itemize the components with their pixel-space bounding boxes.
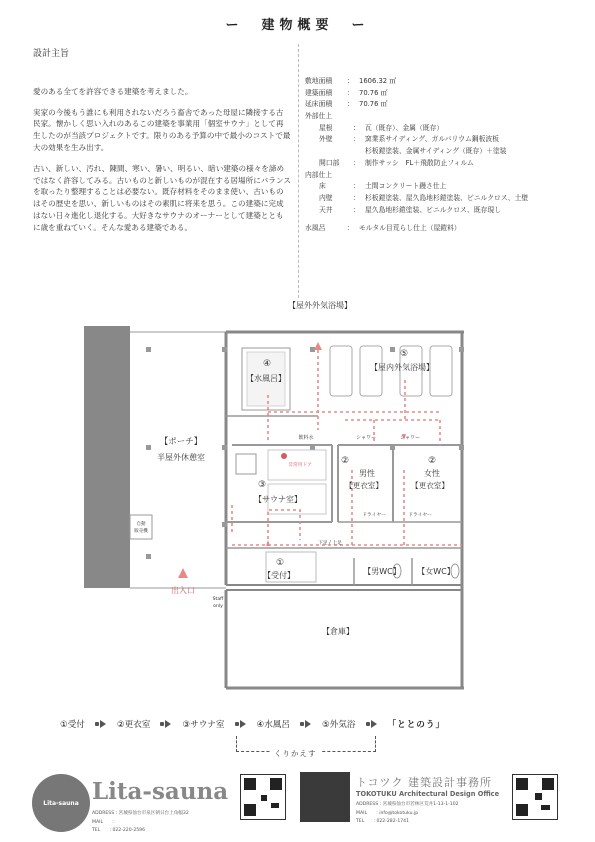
concept-paragraph: 愛のある全てを許容できる建築を考えました。 [33,86,193,96]
mens-sub-label: 【更衣室】 [345,481,383,490]
spec-row: 開口部 ： 制作サッシ FL＋飛散防止フィルム [319,158,474,167]
drinking-water-label: 飲料水 [298,435,314,441]
lita-sauna-badge-text: Lita-sauna [43,800,79,807]
left-wall [84,326,130,588]
arrow-right-icon [160,720,170,728]
spec-row: 水風呂 ： モルタル目荒らし仕上（屋鎧料） [305,224,461,233]
repeat-label: くりかえす [270,748,321,759]
indoor-bath-number: ⑤ [399,349,409,359]
spec-row: 屋根 ： 瓦（既存）、金属（既存） [319,123,444,132]
tokotuku-logo [300,772,350,822]
shower-label: シャワー [356,435,376,441]
staff-label: Staff [212,597,224,602]
reception-number: ① [275,558,285,568]
spec-row: 敷地面積 ： 1606.32 ㎡ [305,77,397,85]
legend-step: ②更衣室 [116,720,151,730]
page-title: ー 建物概要 ー [225,18,370,33]
sauna-label: 【サウナ室】 [254,495,302,504]
qr-code-icon[interactable] [512,774,558,820]
outdoor-bath-label: 【屋外外気浴場】 [288,301,352,310]
emergency-door-marker [281,453,287,459]
vending-machine [130,515,152,539]
arrow-right-icon [95,720,105,728]
qr-code-icon[interactable] [240,774,286,820]
flow-legend [60,718,560,730]
legend-step: ①受付 [60,720,85,730]
dryer-label: ドライヤー [408,513,432,518]
spec-row: 杉板鎧塗装、金属サイディング（既存）＋塗装 [365,147,507,156]
brand-address: ADDRESS : 宮城県仙台市泉区朝日台上角幅32 MAIL : TEL : 022-220-2596 [92,811,189,834]
concept-paragraph: 古い、新しい、汚れ、陳間、寒い、暑い、明るい、暗い建築の様々を諦めではなく許容してみる。古いものと新しいものが混在する居場所にバランスを取ったり整理することは必要ない。既存材料をそのまま使い、古いものはその歴史を思い、新しいものはその素肌に将来を思う。この建築に完成はない日々進化し退化する。大好きなサウナのオーナーとして建築とともに歳を重ねていく。そんな愛ある建築である。 [33,163,291,232]
emergency-door-label: 非常用ドア [288,463,312,468]
vending-label: 自動 [136,522,146,527]
vending-label: 販売機 [134,529,148,534]
womens-number: ② [427,456,437,466]
brand-name: Lita-sauna [92,778,229,805]
arrow-right-icon [235,720,245,728]
office-name: トコツク 建築設計事務所 [356,776,492,789]
footer [0,770,595,842]
womens-label: 女性 [424,469,440,478]
mens-number: ② [340,456,350,466]
mens-label: 男性 [359,469,375,478]
office-address: ADDRESS : 宮城県仙台市若林区荒井1-13-1-102 MAIL : info@tokotuku.jp TEL : 022-282-1741 [356,802,459,825]
entrance-label: 出入口 [171,586,195,595]
womens-sub-label: 【更衣室】 [411,481,449,490]
spec-heading: 外部仕上 [305,112,333,121]
shoes-label: 下足 / 上足 [318,541,342,546]
dryer-label: ドライヤー [362,513,386,518]
spec-row: 床 ： 土間コンクリート鏝さ仕上 [319,182,447,191]
mens-wc-label: 【男WC】 [363,567,401,576]
spec-row: 建築面積 ： 70.76 ㎡ [305,88,388,97]
womens-wc-label: 【女WC】 [417,567,455,576]
shower-label: シャワー [400,435,420,441]
legend-step: ⑤外気浴 [322,720,356,730]
spec-row: 延床面積 ： 70.76 ㎡ [305,100,388,109]
legend-final: 「ととのう」 [387,720,446,730]
porch-sub-label: 半屋外休憩室 [157,453,205,462]
cold-bath-number: ④ [262,359,272,369]
indoor-bath-label: 【屋内外気浴場】 [370,363,434,372]
spec-row: 内壁 ： 杉板鎧塗装、屋久島地杉鎧塗装、ビニルクロス、土壁 [319,193,529,202]
legend-step: ④水風呂 [256,720,290,730]
office-name-en: TOKOTUKU Architectural Design Office [356,790,500,798]
porch-label: 【ポーチ】 [159,437,203,447]
arrow-right-icon [300,720,310,728]
sauna-number: ③ [257,480,267,490]
concept-heading: 設計主旨 [33,49,70,59]
legend-step: ③サウナ室 [182,720,225,730]
entrance-arrow [178,568,188,578]
staff-label: only [213,604,223,609]
arrow-right-icon [366,720,376,728]
spec-heading: 内部仕上 [305,170,333,179]
reception-label: 【受付】 [263,571,295,580]
cold-bath-label: 【水風呂】 [246,374,286,383]
spec-row: 外壁 ： 窯業系サイディング、ガルバリウム鋼板波板 [319,135,499,144]
spec-row: 天井 ： 屋久島地杉鎧塗装、ビニルクロス、既存現し [319,205,502,214]
sauna-stove [236,454,256,474]
storage-label: 【倉庫】 [322,627,354,636]
concept-paragraph: 実家の今後もう誰にも利用されないだろう畜舎であった母屋に隣接する古民家。懐かしく思い入れのあるこの建築を事業用「個室サウナ」として再生したのが当該プロジェクトです。限りのある予算の中で最小のコストで最大の効果を生み出す。 [33,107,291,152]
